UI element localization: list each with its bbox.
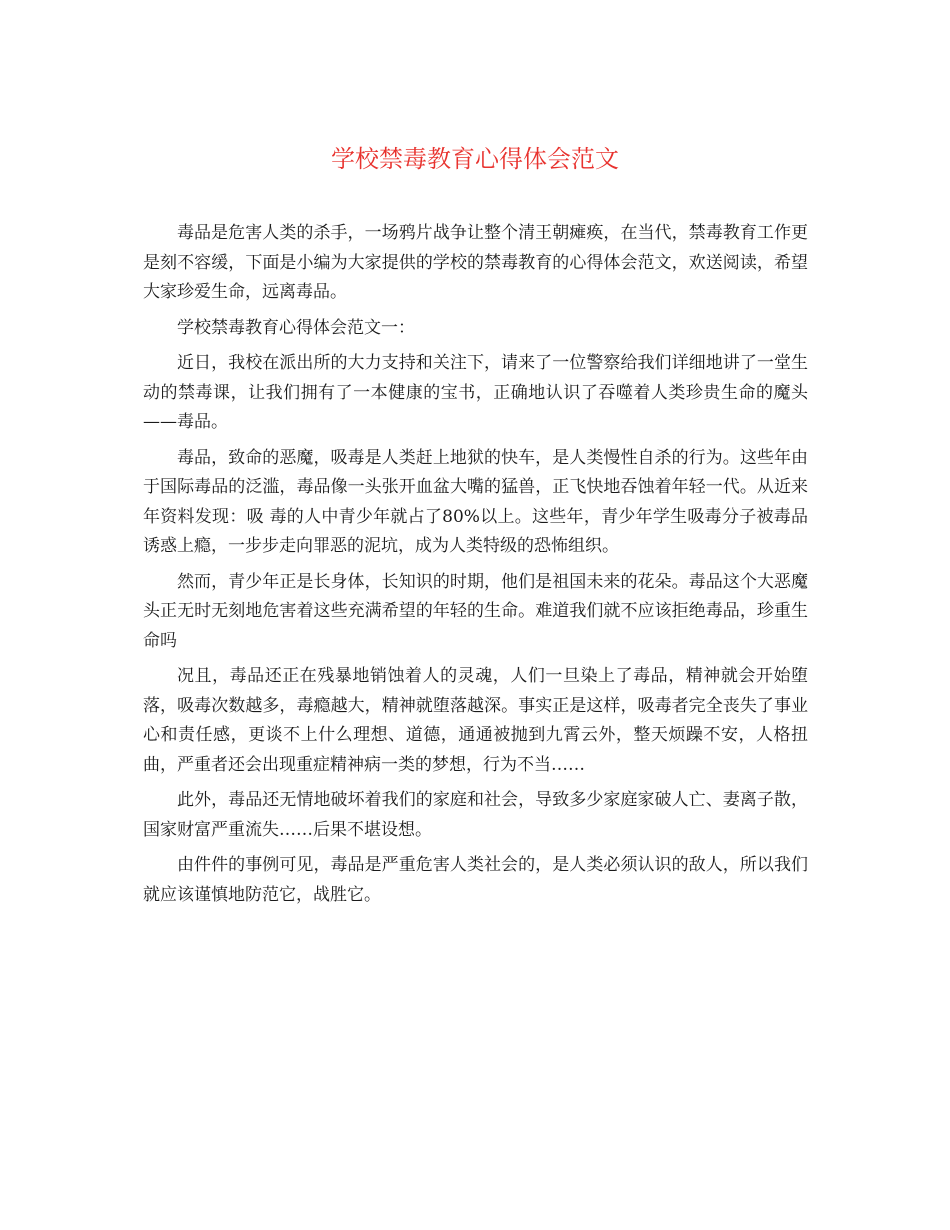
paragraph: 此外，毒品还无情地破坏着我们的家庭和社会，导致多少家庭家破人亡、妻离子散，国家财富严重流失……后果不堪设想。 bbox=[143, 790, 808, 840]
paragraph: 近日，我校在派出所的大力支持和关注下，请来了一位警察给我们详细地讲了一堂生动的禁毒课，让我们拥有了一本健康的宝书，正确地认识了吞噬着人类珍贵生命的魔头——毒品。 bbox=[143, 353, 808, 432]
document-title: 学校禁毒教育心得体会范文 bbox=[331, 145, 619, 173]
paragraph: 毒品，致命的恶魔，吸毒是人类赶上地狱的快车，是人类慢性自杀的行为。这些年由于国际毒品的泛滥，毒品像一头张开血盆大嘴的猛兽，正飞快地吞蚀着年轻一代。从近来年资料发现：吸 毒的人中青少年就占了80%以上。这些年，青少年学生吸毒分子被毒品诱惑上瘾，一步步走向罪恶的泥坑，成为人类特级的恐怖组织。 bbox=[143, 447, 808, 556]
paragraph-section-heading: 学校禁毒教育心得体会范文一： bbox=[177, 317, 415, 338]
paragraph-intro: 毒品是危害人类的杀手，一场鸦片战争让整个清王朝瘫痪，在当代，禁毒教育工作更是刻不容缓，下面是小编为大家提供的学校的禁毒教育的心得体会范文，欢送阅读，希望大家珍爱生命，远离毒品。 bbox=[143, 223, 808, 302]
paragraph: 然而，青少年正是长身体，长知识的时期，他们是祖国未来的花朵。毒品这个大恶魔头正无时无刻地危害着这些充满希望的年轻的生命。难道我们就不应该拒绝毒品，珍重生命吗 bbox=[143, 571, 808, 651]
document-body bbox=[143, 219, 808, 916]
paragraph-conclusion: 由件件的事例可见，毒品是严重危害人类社会的，是人类必须认识的敌人，所以我们就应该谨慎地防范它，战胜它。 bbox=[143, 855, 808, 905]
paragraph: 况且，毒品还正在残暴地销蚀着人的灵魂，人们一旦染上了毒品，精神就会开始堕落，吸毒次数越多，毒瘾越大，精神就堕落越深。事实正是这样，吸毒者完全丧失了事业心和责任感，更谈不上什么理想、道德，通通被抛到九霄云外，整天烦躁不安，人格扭曲，严重者还会出现重症精神病一类的梦想，行为不当…… bbox=[143, 666, 808, 775]
